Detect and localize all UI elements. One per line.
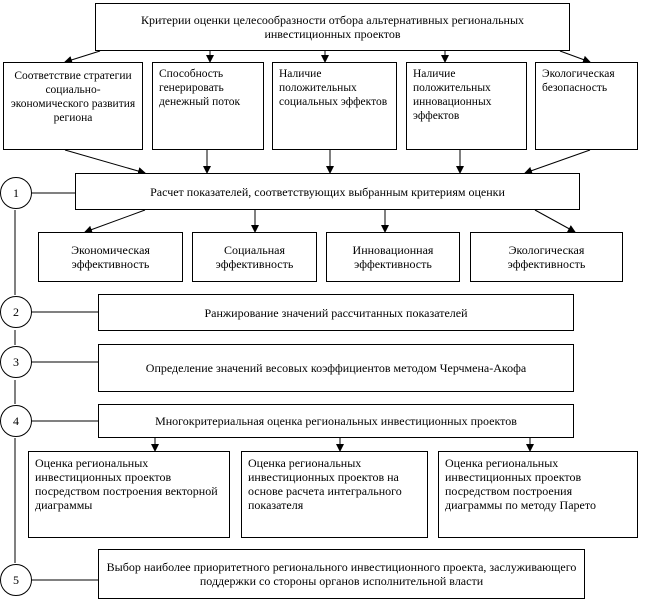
step-number-3: 3: [13, 354, 19, 369]
step-number-circle-3: [0, 346, 32, 378]
criterion-box-4: [406, 62, 527, 150]
step-text-3: Определение значений весовых коэффициентов методом Черчмена-Акофа: [145, 361, 527, 375]
method-label-2: Оценка региональных инвестиционных проектов на основе расчета интегрального показателя: [248, 456, 402, 512]
step-text-5: Выбор наиболее приоритетного регионального инвестиционного проекта, заслуживающего поддержки со стороны органов исполнительной власти: [106, 560, 577, 588]
step-box-2: [98, 294, 574, 331]
step-box-4: [98, 404, 574, 438]
step-number-circle-1: [0, 177, 32, 209]
efficiency-box-2: [192, 232, 317, 282]
step-number-2: 2: [13, 304, 19, 319]
arrow-criterion-1-to-step-1: [65, 150, 145, 173]
method-box-2: [241, 451, 428, 538]
diagram-title: Критерии оценки целесообразности отбора альтернативных региональных инвестиционных проектов: [140, 13, 525, 41]
method-box-1: [28, 451, 230, 538]
criterion-box-1: [3, 62, 143, 150]
efficiency-box-3: [326, 232, 460, 282]
arrow-step-1-to-efficiency-4: [535, 210, 575, 232]
step-box-3: [98, 344, 574, 392]
criterion-label-2: Способность генерировать денежный поток: [159, 68, 241, 108]
arrow-title-to-criterion-5: [560, 51, 590, 62]
step-number-5: 5: [13, 572, 19, 587]
criterion-box-5: [535, 62, 638, 150]
efficiency-box-1: [38, 232, 183, 282]
step-number-circle-5: [0, 564, 32, 596]
efficiency-label-1: Экономическая эффективность: [71, 243, 150, 271]
arrow-step-1-to-efficiency-1: [85, 210, 145, 232]
step-text-2: Ранжирование значений рассчитанных показателей: [204, 305, 468, 320]
criterion-label-4: Наличие положительных инновационных эффектов: [413, 68, 492, 122]
step-box-1: [75, 173, 580, 210]
criterion-label-5: Экологическая безопасность: [542, 68, 615, 94]
efficiency-box-4: [470, 232, 623, 282]
efficiency-label-2: Социальная эффективность: [215, 243, 294, 271]
efficiency-label-4: Экологическая эффективность: [507, 243, 586, 271]
step-box-5: [98, 549, 585, 599]
method-label-3: Оценка региональных инвестиционных проектов посредством построения диаграммы по методу Парето: [445, 456, 596, 512]
step-number-4: 4: [13, 413, 19, 428]
criterion-label-1: Соответствие стратегии социально-экономического развития региона: [10, 70, 136, 124]
arrow-title-to-criterion-1: [65, 51, 100, 62]
diagram-title-box: [95, 3, 570, 51]
step-number-1: 1: [13, 185, 19, 200]
step-text-1: Расчет показателей, соответствующих выбранным критериям оценки: [150, 184, 505, 199]
method-label-1: Оценка региональных инвестиционных проектов посредством построения векторной диаграммы: [35, 456, 218, 512]
criterion-label-3: Наличие положительных социальных эффектов: [279, 68, 388, 108]
efficiency-label-3: Инновационная эффективность: [352, 243, 434, 271]
step-text-4: Многокритериальная оценка региональных инвестиционных проектов: [155, 414, 517, 428]
method-box-3: [438, 451, 638, 538]
criterion-box-2: [152, 62, 264, 150]
step-number-circle-4: [0, 405, 32, 437]
step-number-circle-2: [0, 296, 32, 328]
criterion-box-3: [272, 62, 397, 150]
arrow-criterion-5-to-step-1: [525, 150, 590, 173]
